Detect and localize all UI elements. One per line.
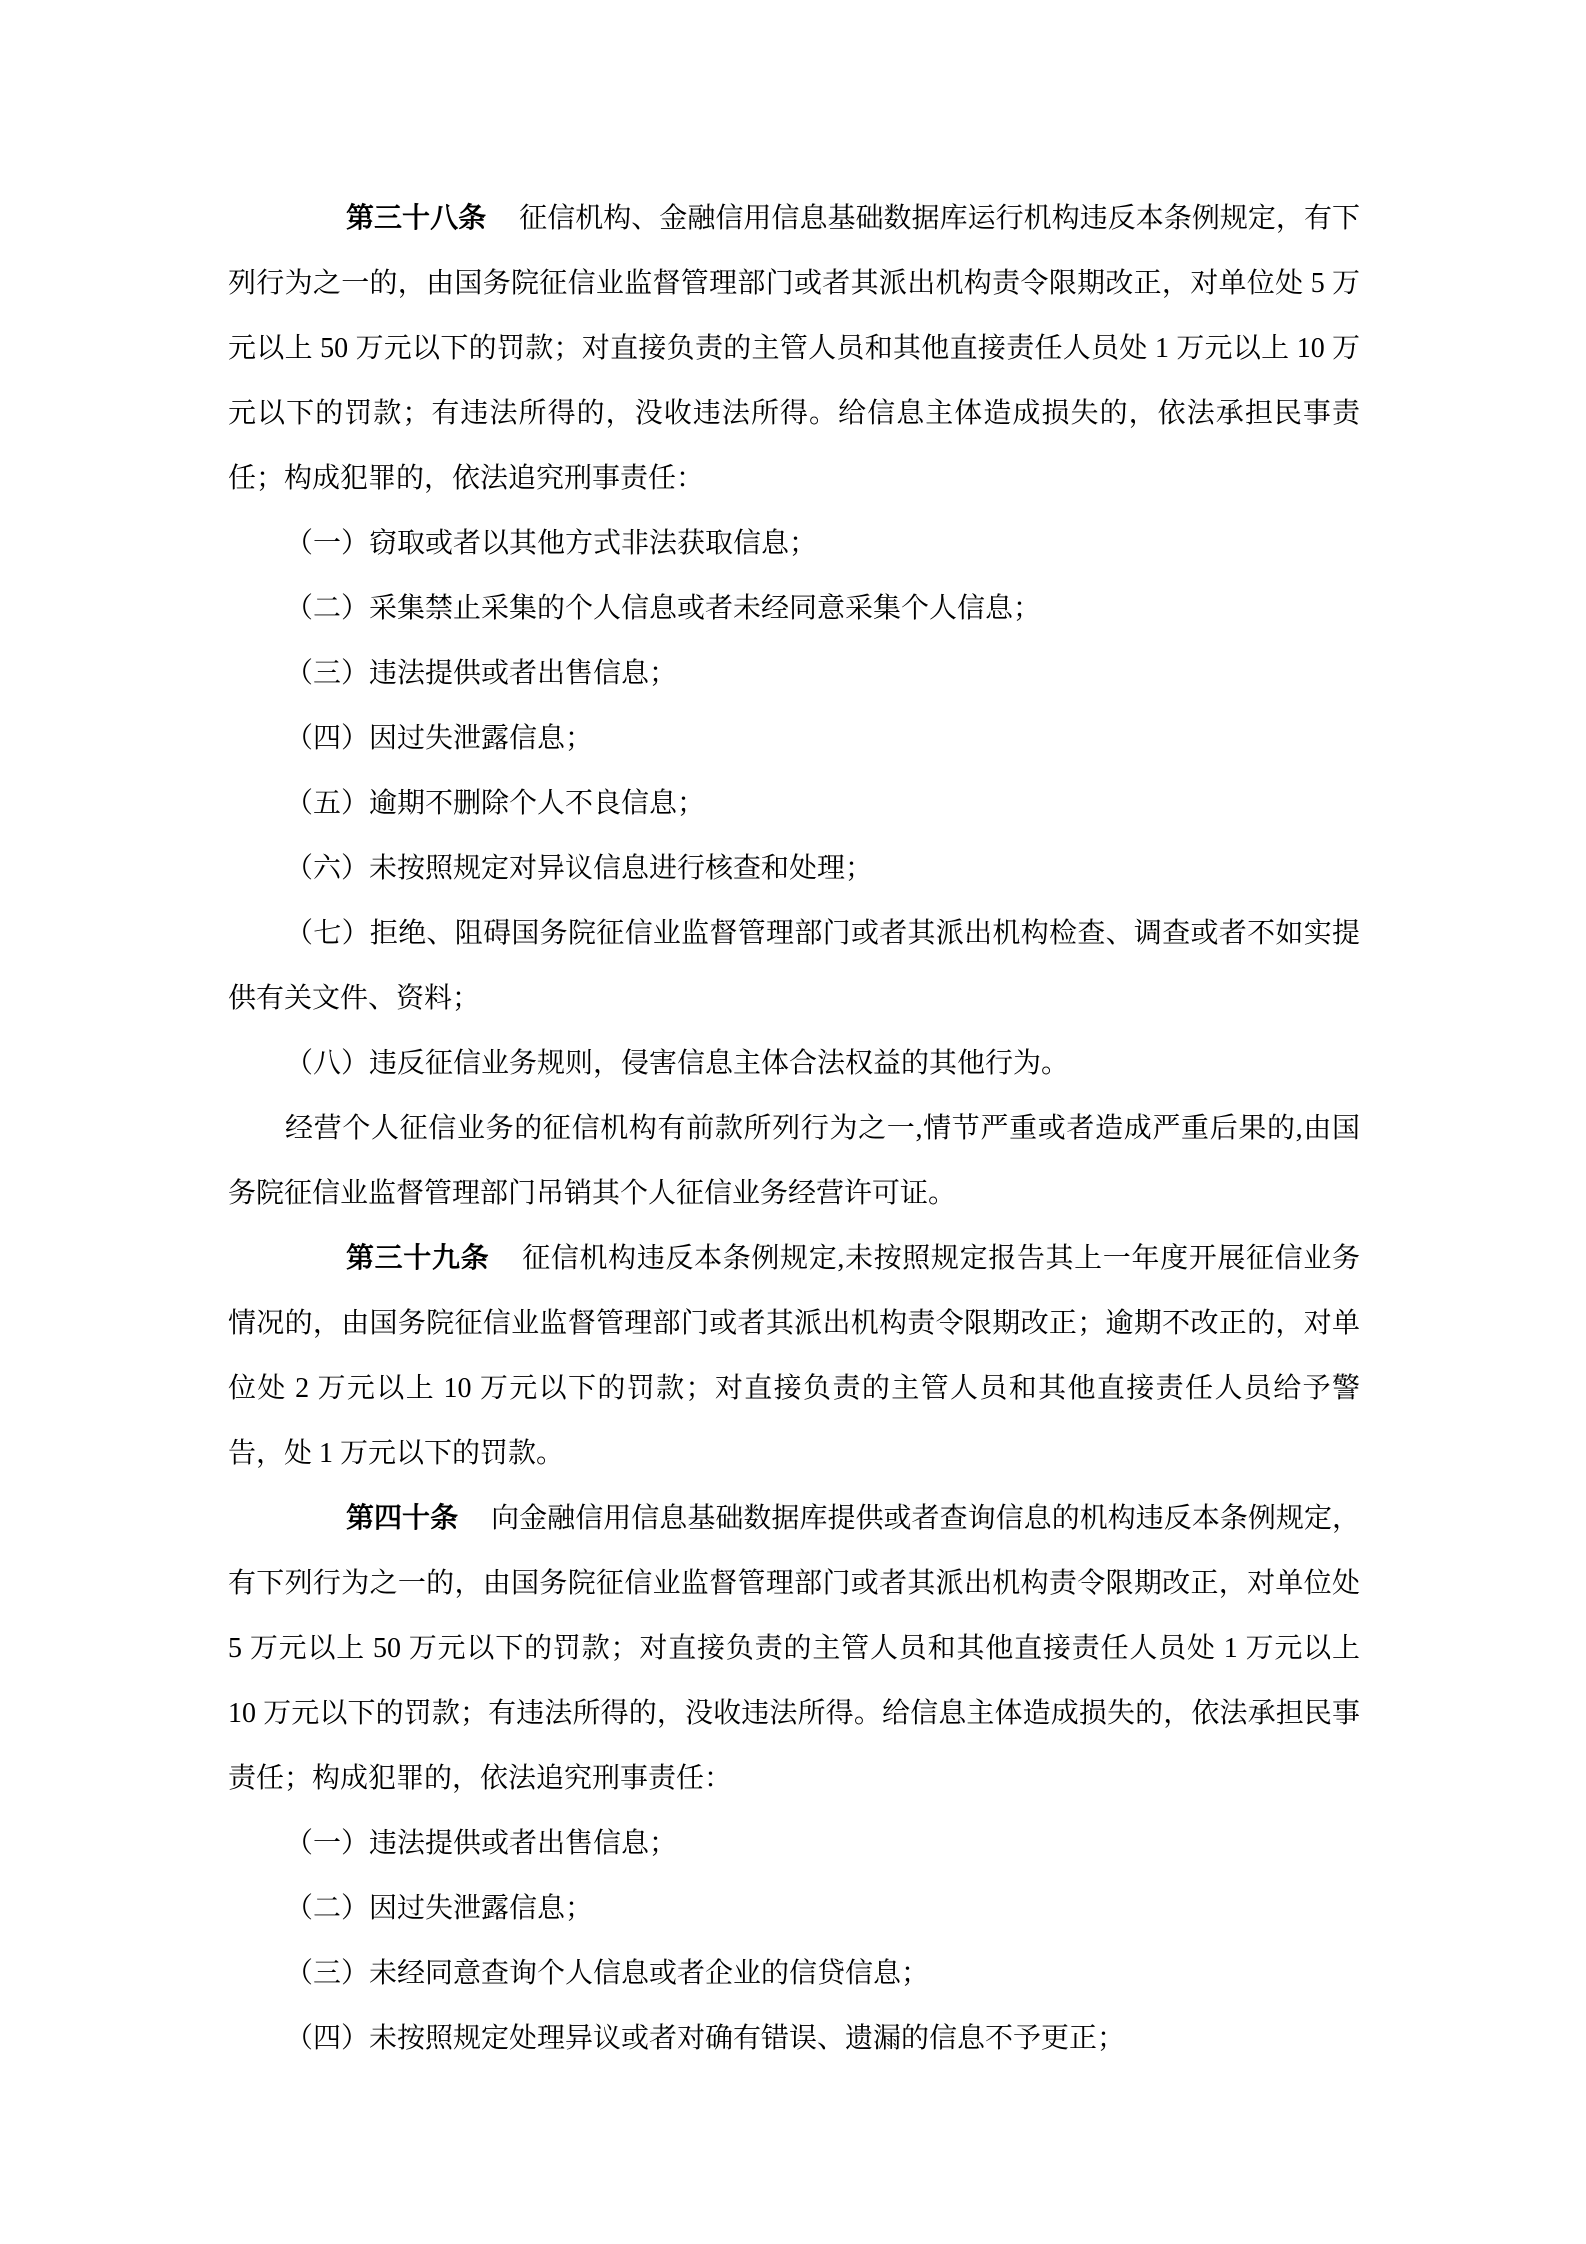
article-40-item-2 [228, 1876, 1360, 1941]
item-text: （一）窃取或者以其他方式非法获取信息； [285, 528, 818, 559]
article-40-number: 第四十条 [346, 1503, 459, 1534]
item-text: （三）未经同意查询个人信息或者企业的信贷信息； [285, 1958, 930, 1989]
paragraph-text: 经营个人征信业务的征信机构有前款所列行为之一,情节严重或者造成严重后果的,由国务院征信业监督管理部门吊销其个人征信业务经营许可证。 [228, 1113, 1360, 1209]
item-text: （八）违反征信业务规则，侵害信息主体合法权益的其他行为。 [285, 1048, 1070, 1079]
article-38-item-6 [228, 836, 1360, 901]
article-40-item-4 [228, 2006, 1360, 2071]
article-40-paragraph [228, 1486, 1360, 1811]
item-text: （四）因过失泄露信息； [285, 723, 594, 754]
item-text: （四）未按照规定处理异议或者对确有错误、遗漏的信息不予更正； [285, 2023, 1126, 2054]
article-38-item-4 [228, 706, 1360, 771]
article-38-item-3 [228, 641, 1360, 706]
article-38-text: 征信机构、金融信用信息基础数据库运行机构违反本条例规定，有下列行为之一的，由国务院征信业监督管理部门或者其派出机构责令限期改正，对单位处 5 万元以上 50 万元以下的罚款；对直接负责的主管人员和其他直接责任人员处 1 万元以上 10 万元以下的罚款；有违法所得的，没收违法所得。给信息主体造成损失的，依法承担民事责任；构成犯罪的，依法追究刑事责任： [228, 203, 1360, 494]
article-38-number: 第三十八条 [346, 203, 487, 234]
item-text: （三）违法提供或者出售信息； [285, 658, 678, 689]
item-text: （七）拒绝、阻碍国务院征信业监督管理部门或者其派出机构检查、调查或者不如实提供有关文件、资料； [228, 918, 1360, 1014]
article-38-item-5 [228, 771, 1360, 836]
article-40-item-1 [228, 1811, 1360, 1876]
article-39-paragraph [228, 1226, 1360, 1486]
item-text: （二）采集禁止采集的个人信息或者未经同意采集个人信息； [285, 593, 1042, 624]
item-text: （六）未按照规定对异议信息进行核查和处理； [285, 853, 874, 884]
item-text: （一）违法提供或者出售信息； [285, 1828, 678, 1859]
article-38-item-7 [228, 901, 1360, 1031]
article-39-number: 第三十九条 [346, 1243, 490, 1274]
article-40-item-3 [228, 1941, 1360, 2006]
item-text: （二）因过失泄露信息； [285, 1893, 594, 1924]
article-38-paragraph [228, 186, 1360, 511]
article-38-item-2 [228, 576, 1360, 641]
article-38-closing-paragraph [228, 1096, 1360, 1226]
article-39-text: 征信机构违反本条例规定,未按照规定报告其上一年度开展征信业务情况的，由国务院征信业监督管理部门或者其派出机构责令限期改正；逾期不改正的，对单位处 2 万元以上 10 万元以下的罚款；对直接负责的主管人员和其他直接责任人员给予警告，处 1 万元以下的罚款。 [228, 1243, 1360, 1469]
article-38-item-1 [228, 511, 1360, 576]
document-text-block [228, 186, 1360, 2071]
item-text: （五）逾期不删除个人不良信息； [285, 788, 706, 819]
article-40-text: 向金融信用信息基础数据库提供或者查询信息的机构违反本条例规定，有下列行为之一的，由国务院征信业监督管理部门或者其派出机构责令限期改正，对单位处 5 万元以上 50 万元以下的罚款；对直接负责的主管人员和其他直接责任人员处 1 万元以上 10 万元以下的罚款；有违法所得的，没收违法所得。给信息主体造成损失的，依法承担民事责任；构成犯罪的，依法追究刑事责任： [228, 1503, 1360, 1794]
article-38-item-8 [228, 1031, 1360, 1096]
